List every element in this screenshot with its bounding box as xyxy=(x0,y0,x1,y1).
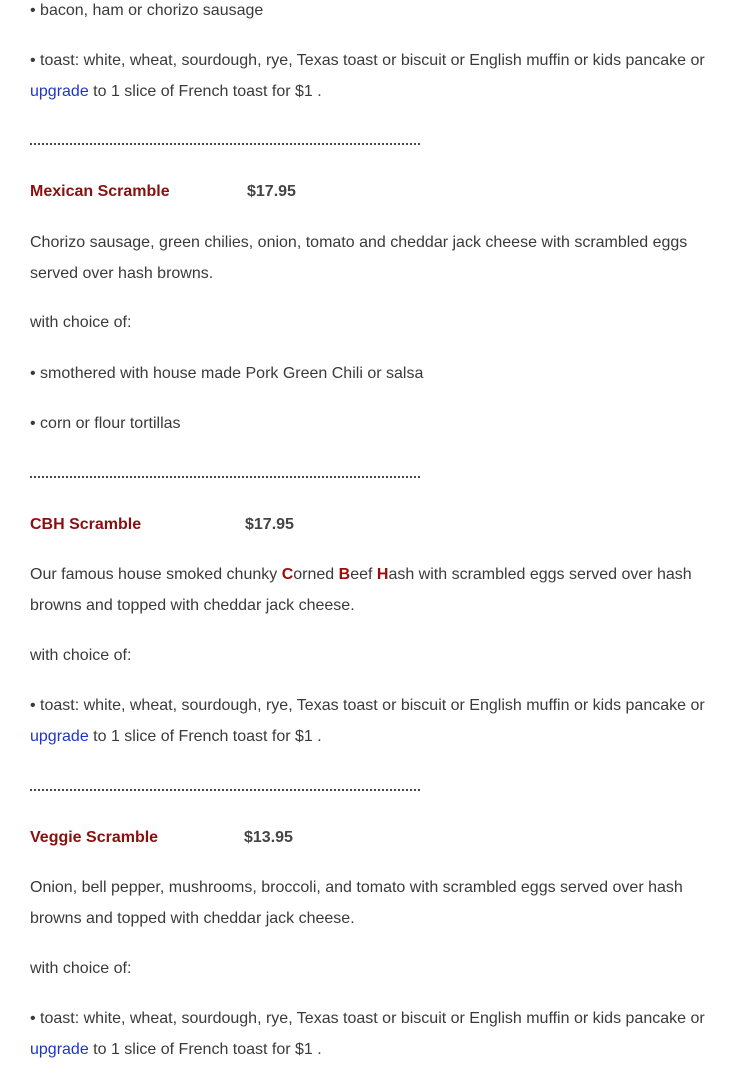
dotted-separator xyxy=(30,143,420,147)
upgrade-tail: to 1 slice of French toast for $1 . xyxy=(88,727,322,745)
item-price-cbh: $17.95 xyxy=(245,516,294,533)
item-title-veggie: Veggie Scramble xyxy=(30,829,159,846)
upgrade-link[interactable]: upgrade xyxy=(30,727,89,745)
upgrade-tail: to 1 slice of French toast for $1 . xyxy=(88,82,322,100)
toast-text: • toast: white, wheat, sourdough, rye, Texas toast or biscuit or English muffin or kids pancake or xyxy=(30,1010,705,1027)
menu-option-toast xyxy=(30,691,720,752)
menu-option-tortillas: • corn or flour tortillas xyxy=(30,415,181,432)
dotted-separator xyxy=(30,789,420,793)
upgrade-link[interactable]: upgrade xyxy=(30,82,89,100)
cbh-word-orned: orned xyxy=(293,566,339,583)
toast-text: • toast: white, wheat, sourdough, rye, Texas toast or biscuit or English muffin or kids pancake or xyxy=(30,52,705,69)
cbh-letter-c: C xyxy=(281,566,294,583)
item-description-cbh xyxy=(30,560,720,621)
item-title-cbh: CBH Scramble xyxy=(30,516,142,533)
toast-text: • toast: white, wheat, sourdough, rye, Texas toast or biscuit or English muffin or kids pancake or xyxy=(30,697,705,714)
item-price-mexican: $17.95 xyxy=(247,183,296,200)
cbh-desc-start: Our famous house smoked chunky xyxy=(30,566,282,583)
menu-option-meat xyxy=(30,0,720,27)
cbh-desc-end: ash with scrambled eggs served over hash browns and topped with cheddar jack cheese. xyxy=(30,566,692,614)
choice-label: with choice of: xyxy=(30,314,132,331)
cbh-letter-b: B xyxy=(338,566,351,583)
choice-label: with choice of: xyxy=(30,647,132,664)
upgrade-link[interactable]: upgrade xyxy=(30,1040,89,1058)
item-price-veggie: $13.95 xyxy=(244,829,293,846)
menu-option-toast xyxy=(30,1004,720,1065)
dotted-separator xyxy=(30,476,420,480)
item-title-mexican: Mexican Scramble xyxy=(30,183,170,200)
menu-option-toast xyxy=(30,46,720,107)
menu-option-sauce: • smothered with house made Pork Green Chili or salsa xyxy=(30,365,424,382)
choice-label: with choice of: xyxy=(30,960,132,977)
cbh-word-eef: eef xyxy=(350,566,377,583)
upgrade-tail: to 1 slice of French toast for $1 . xyxy=(88,1040,322,1058)
cbh-letter-h: H xyxy=(376,566,389,583)
item-description-mexican: Chorizo sausage, green chilies, onion, tomato and cheddar jack cheese with scrambled eggs served over hash browns. xyxy=(30,234,688,282)
meat-text: • bacon, ham or chorizo sausage xyxy=(30,2,264,19)
item-description-veggie: Onion, bell pepper, mushrooms, broccoli, and tomato with scrambled eggs served over hash browns and topped with cheddar jack cheese. xyxy=(30,879,683,927)
